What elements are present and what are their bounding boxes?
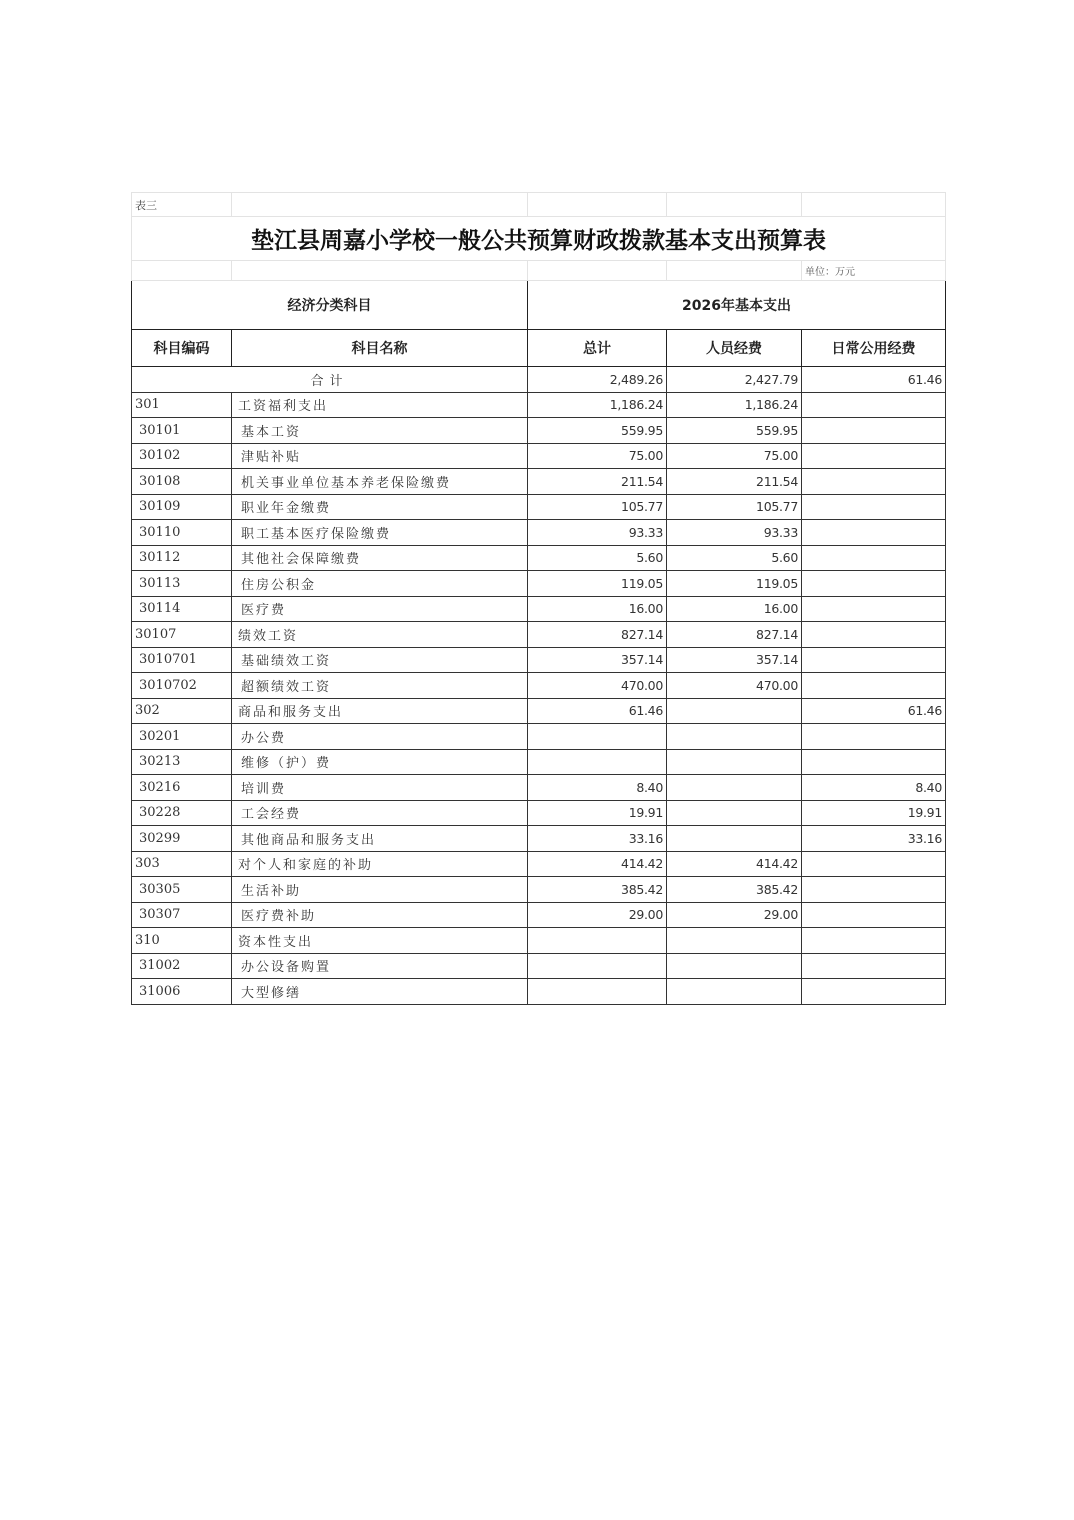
row-personnel — [667, 749, 802, 775]
row-code: 30110 — [132, 520, 232, 546]
header-economic-classification: 经济分类科目 — [132, 281, 528, 330]
row-total: 119.05 — [528, 571, 667, 597]
row-code: 30216 — [132, 775, 232, 801]
row-public — [802, 418, 946, 444]
table-row — [132, 392, 946, 418]
row-public — [802, 979, 946, 1005]
row-name: 住房公积金 — [232, 571, 528, 597]
header-code: 科目编码 — [132, 330, 232, 367]
header-personnel: 人员经费 — [667, 330, 802, 367]
row-total: 357.14 — [528, 647, 667, 673]
header-column-row — [132, 330, 946, 367]
row-public — [802, 622, 946, 648]
row-personnel: 827.14 — [667, 622, 802, 648]
table-row — [132, 826, 946, 852]
row-personnel — [667, 928, 802, 954]
row-public — [802, 545, 946, 571]
table-row — [132, 469, 946, 495]
row-public — [802, 928, 946, 954]
row-name: 商品和服务支出 — [232, 698, 528, 724]
total-personnel: 2,427.79 — [667, 367, 802, 393]
table-row — [132, 902, 946, 928]
row-public: 8.40 — [802, 775, 946, 801]
row-total — [528, 724, 667, 750]
page-title: 垫江县周嘉小学校一般公共预算财政拨款基本支出预算表 — [132, 217, 946, 261]
table-row — [132, 953, 946, 979]
total-total: 2,489.26 — [528, 367, 667, 393]
row-public — [802, 494, 946, 520]
row-public — [802, 724, 946, 750]
table-row — [132, 622, 946, 648]
header-basic-expenditure: 2026年基本支出 — [528, 281, 946, 330]
row-public — [802, 851, 946, 877]
row-total: 93.33 — [528, 520, 667, 546]
row-personnel: 105.77 — [667, 494, 802, 520]
table-row — [132, 749, 946, 775]
row-personnel — [667, 698, 802, 724]
row-name: 医疗费 — [232, 596, 528, 622]
row-code: 31006 — [132, 979, 232, 1005]
row-public — [802, 902, 946, 928]
row-public: 33.16 — [802, 826, 946, 852]
row-personnel: 414.42 — [667, 851, 802, 877]
row-personnel: 211.54 — [667, 469, 802, 495]
row-total: 19.91 — [528, 800, 667, 826]
row-code: 30305 — [132, 877, 232, 903]
row-total: 105.77 — [528, 494, 667, 520]
label-row — [132, 193, 946, 217]
row-total: 61.46 — [528, 698, 667, 724]
row-total: 385.42 — [528, 877, 667, 903]
total-public: 61.46 — [802, 367, 946, 393]
row-code: 31002 — [132, 953, 232, 979]
row-total: 8.40 — [528, 775, 667, 801]
row-code: 303 — [132, 851, 232, 877]
row-personnel — [667, 826, 802, 852]
budget-sheet — [131, 192, 945, 1005]
row-code: 30299 — [132, 826, 232, 852]
row-personnel: 559.95 — [667, 418, 802, 444]
row-public: 19.91 — [802, 800, 946, 826]
table-row — [132, 443, 946, 469]
row-code: 30114 — [132, 596, 232, 622]
row-total: 33.16 — [528, 826, 667, 852]
row-name: 职工基本医疗保险缴费 — [232, 520, 528, 546]
row-name: 超额绩效工资 — [232, 673, 528, 699]
row-total: 29.00 — [528, 902, 667, 928]
table-row — [132, 877, 946, 903]
row-personnel: 1,186.24 — [667, 392, 802, 418]
row-public — [802, 520, 946, 546]
row-name: 资本性支出 — [232, 928, 528, 954]
row-name: 医疗费补助 — [232, 902, 528, 928]
row-code: 30213 — [132, 749, 232, 775]
table-row — [132, 928, 946, 954]
row-name: 大型修缮 — [232, 979, 528, 1005]
table-row — [132, 724, 946, 750]
row-name: 工会经费 — [232, 800, 528, 826]
row-code: 30108 — [132, 469, 232, 495]
row-name: 其他社会保障缴费 — [232, 545, 528, 571]
row-name: 工资福利支出 — [232, 392, 528, 418]
table-row — [132, 775, 946, 801]
row-public — [802, 571, 946, 597]
title-row — [132, 217, 946, 261]
row-total: 559.95 — [528, 418, 667, 444]
row-name: 生活补助 — [232, 877, 528, 903]
row-personnel — [667, 800, 802, 826]
header-name: 科目名称 — [232, 330, 528, 367]
row-name: 津贴补贴 — [232, 443, 528, 469]
budget-table — [131, 192, 946, 1005]
header-total: 总计 — [528, 330, 667, 367]
row-personnel — [667, 953, 802, 979]
row-name: 培训费 — [232, 775, 528, 801]
table-row — [132, 418, 946, 444]
row-personnel: 119.05 — [667, 571, 802, 597]
row-total — [528, 928, 667, 954]
row-code: 30228 — [132, 800, 232, 826]
row-public — [802, 673, 946, 699]
table-row — [132, 596, 946, 622]
row-code: 302 — [132, 698, 232, 724]
row-code: 30101 — [132, 418, 232, 444]
row-name: 办公费 — [232, 724, 528, 750]
row-name: 基本工资 — [232, 418, 528, 444]
row-public — [802, 953, 946, 979]
unit-row — [132, 261, 946, 281]
row-code: 3010702 — [132, 673, 232, 699]
row-personnel: 357.14 — [667, 647, 802, 673]
total-label: 合计 — [132, 367, 528, 393]
row-public — [802, 596, 946, 622]
row-public — [802, 877, 946, 903]
table-row — [132, 851, 946, 877]
table-row — [132, 800, 946, 826]
row-personnel: 16.00 — [667, 596, 802, 622]
row-total — [528, 749, 667, 775]
row-public — [802, 749, 946, 775]
row-public — [802, 469, 946, 495]
table-row — [132, 571, 946, 597]
row-public: 61.46 — [802, 698, 946, 724]
table-row — [132, 545, 946, 571]
row-code: 30307 — [132, 902, 232, 928]
row-total: 1,186.24 — [528, 392, 667, 418]
row-total — [528, 979, 667, 1005]
row-personnel: 29.00 — [667, 902, 802, 928]
row-code: 30201 — [132, 724, 232, 750]
row-total: 16.00 — [528, 596, 667, 622]
row-public — [802, 647, 946, 673]
row-total — [528, 953, 667, 979]
row-name: 绩效工资 — [232, 622, 528, 648]
row-name: 其他商品和服务支出 — [232, 826, 528, 852]
row-name: 对个人和家庭的补助 — [232, 851, 528, 877]
row-name: 办公设备购置 — [232, 953, 528, 979]
row-personnel: 470.00 — [667, 673, 802, 699]
row-personnel: 385.42 — [667, 877, 802, 903]
row-personnel — [667, 775, 802, 801]
row-total: 414.42 — [528, 851, 667, 877]
table-row — [132, 979, 946, 1005]
unit-label: 单位：万元 — [802, 261, 946, 281]
row-total: 75.00 — [528, 443, 667, 469]
row-personnel — [667, 979, 802, 1005]
table-row — [132, 647, 946, 673]
row-personnel: 75.00 — [667, 443, 802, 469]
row-code: 30109 — [132, 494, 232, 520]
row-personnel — [667, 724, 802, 750]
row-total: 5.60 — [528, 545, 667, 571]
table-label: 表三 — [132, 193, 232, 217]
row-name: 维修（护）费 — [232, 749, 528, 775]
total-row — [132, 367, 946, 393]
row-code: 310 — [132, 928, 232, 954]
row-total: 470.00 — [528, 673, 667, 699]
table-row — [132, 698, 946, 724]
row-total: 211.54 — [528, 469, 667, 495]
header-group-row — [132, 281, 946, 330]
row-personnel: 5.60 — [667, 545, 802, 571]
table-row — [132, 520, 946, 546]
row-code: 3010701 — [132, 647, 232, 673]
row-name: 机关事业单位基本养老保险缴费 — [232, 469, 528, 495]
row-personnel: 93.33 — [667, 520, 802, 546]
row-code: 30112 — [132, 545, 232, 571]
row-name: 职业年金缴费 — [232, 494, 528, 520]
row-code: 30102 — [132, 443, 232, 469]
row-code: 301 — [132, 392, 232, 418]
table-row — [132, 494, 946, 520]
header-public: 日常公用经费 — [802, 330, 946, 367]
row-name: 基础绩效工资 — [232, 647, 528, 673]
row-total: 827.14 — [528, 622, 667, 648]
row-public — [802, 443, 946, 469]
table-row — [132, 673, 946, 699]
row-code: 30113 — [132, 571, 232, 597]
row-code: 30107 — [132, 622, 232, 648]
row-public — [802, 392, 946, 418]
